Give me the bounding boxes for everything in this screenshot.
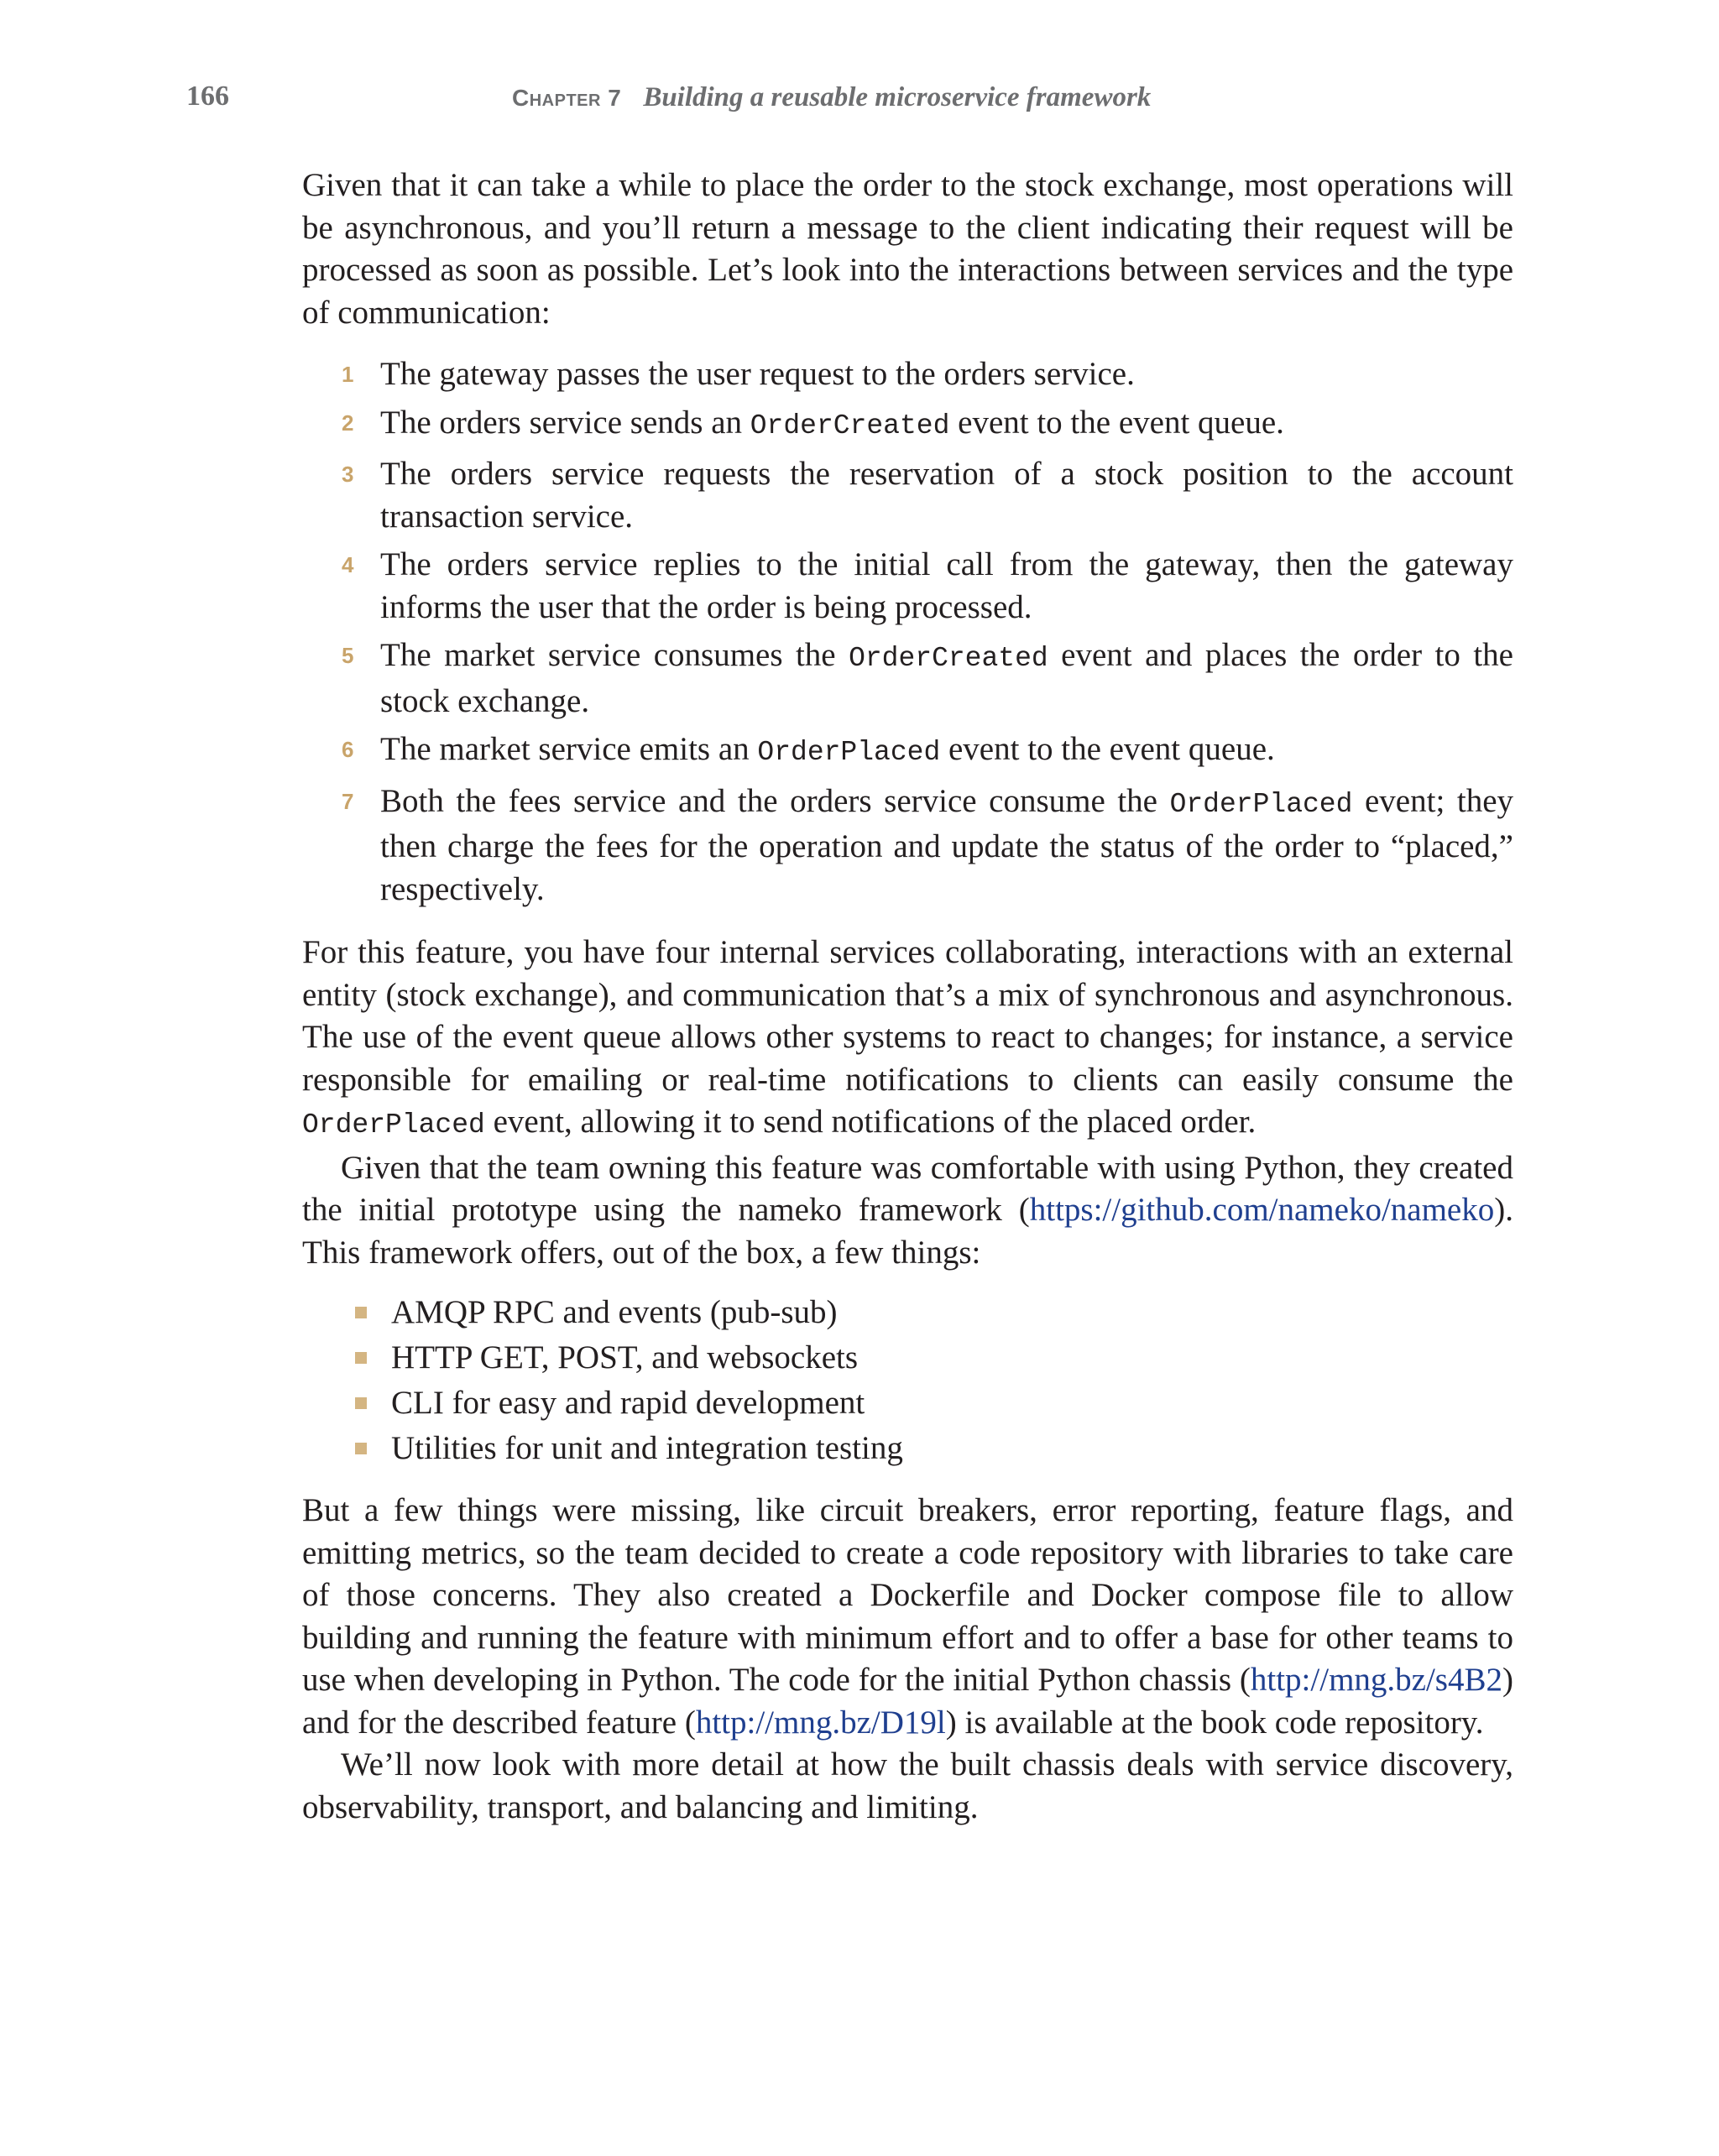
list-item: CLI for easy and rapid development — [302, 1382, 1513, 1424]
step-number: 1 — [342, 362, 354, 387]
list-item — [302, 353, 1513, 396]
step-number: 6 — [342, 737, 354, 762]
step-text: The market service emits an — [380, 731, 758, 767]
team-paragraph: Given that the team owning this feature was comfortable with using Python, they created the initial prototype using the nameko framework (https://github.com/nameko/nameko). This framework offers, out of the box, a few things: — [302, 1149, 1513, 1271]
bullet-square-icon — [355, 1352, 367, 1364]
bullet-square-icon — [355, 1307, 367, 1318]
list-item — [302, 453, 1513, 538]
step-text: Both the fees service and the orders service consume the — [380, 782, 1170, 819]
bullet-square-icon — [355, 1443, 367, 1454]
list-item — [302, 780, 1513, 911]
step-text: event; they then charge the fees for the operation and update the status of the order to “placed,” respectively. — [380, 782, 1514, 907]
framework-features-list — [302, 1292, 1513, 1470]
step-text: The gateway passes the user request to the orders service. — [380, 356, 1135, 392]
step-text: The orders service sends an — [380, 404, 750, 441]
step-number: 7 — [342, 788, 354, 814]
running-header — [186, 81, 1534, 121]
feature-paragraph: For this feature, you have four internal services collaborating, interactions with an external entity (stock exchange), and communication that’s a mix of synchronous and asynchronous. The use of the event queue allows other systems to react to changes; for instance, a service responsible for emailing or real-time notifications to clients can easily consume the OrderPlaced event, allowing it to send notifications of the placed order. — [302, 934, 1513, 1141]
code-identifier: OrderCreated — [750, 410, 950, 441]
chapter-title: Building a reusable microservice framework — [643, 82, 1152, 112]
intro-paragraph: Given that it can take a while to place the order to the stock exchange, most operations will be asynchronous, and you’ll return a message to the client indicating their request will be processed as soon as possible. Let’s look into the interactions between services and the type of communication: — [302, 167, 1513, 331]
code-identifier: OrderPlaced — [757, 737, 941, 768]
code-identifier: OrderCreated — [849, 643, 1048, 674]
running-head — [512, 82, 1151, 113]
step-text: event to the event queue. — [940, 731, 1275, 767]
chapter-label: Chapter 7 — [512, 85, 622, 111]
list-item — [302, 728, 1513, 775]
list-item — [302, 634, 1513, 723]
step-number: 2 — [342, 410, 354, 436]
code-identifier: OrderPlaced — [302, 1109, 485, 1141]
list-item: Utilities for unit and integration testing — [302, 1428, 1513, 1470]
nameko-link[interactable]: https://github.com/nameko/nameko — [1029, 1192, 1495, 1228]
bullet-square-icon — [355, 1397, 367, 1409]
step-text: The market service consumes the — [380, 637, 849, 673]
step-number: 5 — [342, 643, 354, 668]
step-text: event to the event queue. — [949, 404, 1284, 441]
next-section-paragraph: We’ll now look with more detail at how the built chassis deals with service discovery, observability, transport, and balancing and limiting. — [302, 1746, 1513, 1825]
step-text: The orders service replies to the initial call from the gateway, then the gateway informs the user that the order is being processed. — [380, 546, 1513, 625]
list-item: AMQP RPC and events (pub-sub) — [302, 1292, 1513, 1334]
step-number: 3 — [342, 462, 354, 487]
feature-code-link[interactable]: http://mng.bz/D19l — [695, 1704, 946, 1741]
body-text — [302, 164, 1513, 1829]
step-number: 4 — [342, 552, 354, 577]
chassis-code-link[interactable]: http://mng.bz/s4B2 — [1250, 1662, 1502, 1698]
list-item: HTTP GET, POST, and websockets — [302, 1337, 1513, 1379]
list-item — [302, 402, 1513, 448]
step-text: event and places the order to the stock exchange. — [380, 637, 1513, 719]
missing-features-paragraph: But a few things were missing, like circuit breakers, error reporting, feature flags, and emitting metrics, so the team decided to create a code repository with libraries to take care of those concerns. They also created a Dockerfile and Docker compose file to allow building and running the feature with minimum effort and to offer a base for other teams to use when developing in Python. The code for the initial Python chassis (http://mng.bz/s4B2) and for the described feature (http://mng.bz/D19l) is available at the book code repository. — [302, 1492, 1513, 1741]
interaction-steps-list — [302, 353, 1513, 911]
code-identifier: OrderPlaced — [1169, 788, 1353, 820]
list-item — [302, 544, 1513, 629]
page-number: 166 — [186, 81, 229, 112]
step-text: The orders service requests the reservation of a stock position to the account transaction service. — [380, 456, 1513, 535]
